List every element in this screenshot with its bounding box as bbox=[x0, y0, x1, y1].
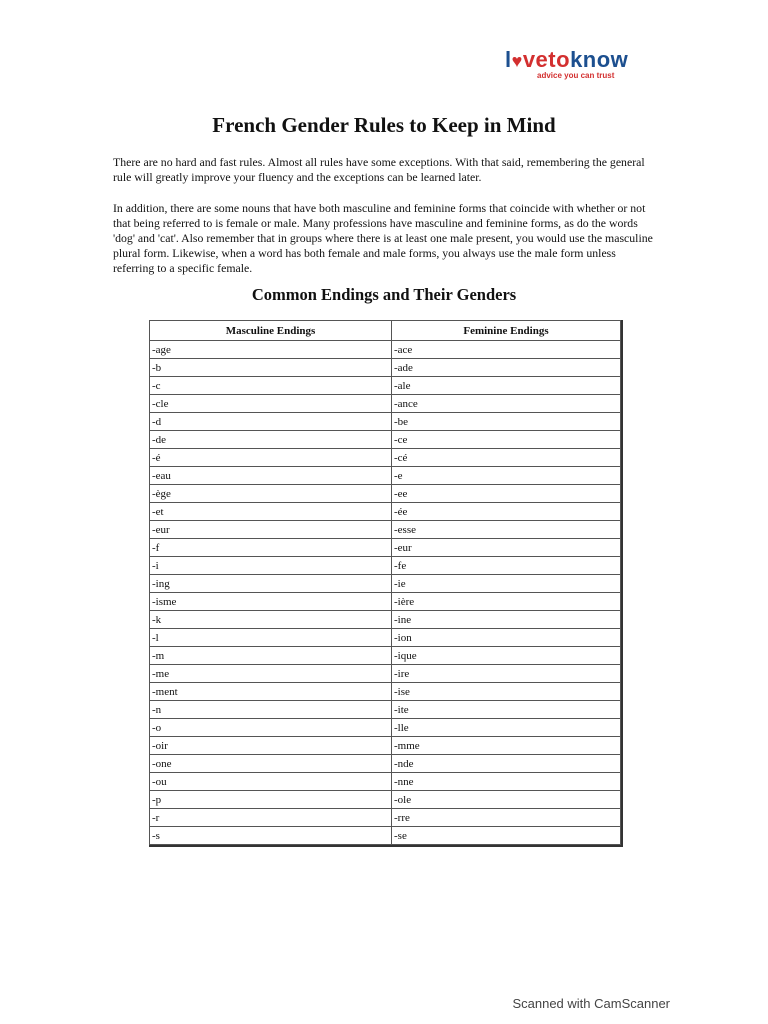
table-row bbox=[150, 413, 621, 431]
feminine-ending-cell: -ance bbox=[392, 395, 621, 413]
logo-letters-vet: vet bbox=[522, 47, 557, 72]
table-row bbox=[150, 575, 621, 593]
feminine-ending-cell: -ise bbox=[392, 683, 621, 701]
feminine-ending-cell: -nne bbox=[392, 773, 621, 791]
feminine-ending-cell: -ique bbox=[392, 647, 621, 665]
table-row bbox=[150, 341, 621, 359]
feminine-ending-cell: -ee bbox=[392, 485, 621, 503]
scanner-watermark: Scanned with CamScanner bbox=[512, 996, 670, 1011]
logo-letter-l: l bbox=[505, 47, 512, 72]
feminine-ending-cell: -ole bbox=[392, 791, 621, 809]
feminine-ending-cell: -eur bbox=[392, 539, 621, 557]
endings-table-body bbox=[150, 341, 621, 845]
masculine-ending-cell: -r bbox=[150, 809, 392, 827]
table-row bbox=[150, 647, 621, 665]
page-title: French Gender Rules to Keep in Mind bbox=[212, 113, 556, 137]
table-row bbox=[150, 557, 621, 575]
masculine-ending-cell: -et bbox=[150, 503, 392, 521]
masculine-ending-cell: -k bbox=[150, 611, 392, 629]
feminine-ending-cell: -ce bbox=[392, 431, 621, 449]
masculine-ending-cell: -c bbox=[150, 377, 392, 395]
masculine-ending-cell: -de bbox=[150, 431, 392, 449]
masculine-ending-cell: -b bbox=[150, 359, 392, 377]
table-row bbox=[150, 377, 621, 395]
masculine-ending-cell: -m bbox=[150, 647, 392, 665]
masculine-ending-cell: -isme bbox=[150, 593, 392, 611]
table-row bbox=[150, 485, 621, 503]
masculine-ending-cell: -p bbox=[150, 791, 392, 809]
logo-letters-know: know bbox=[570, 47, 629, 72]
feminine-ending-cell: -fe bbox=[392, 557, 621, 575]
masculine-ending-cell: -o bbox=[150, 719, 392, 737]
feminine-ending-cell: -rre bbox=[392, 809, 621, 827]
masculine-ending-cell: -d bbox=[150, 413, 392, 431]
masculine-ending-cell: -ing bbox=[150, 575, 392, 593]
feminine-header: Feminine Endings bbox=[392, 321, 621, 341]
table-row bbox=[150, 449, 621, 467]
table-row bbox=[150, 773, 621, 791]
masculine-ending-cell: -ège bbox=[150, 485, 392, 503]
table-row bbox=[150, 503, 621, 521]
table-row bbox=[150, 539, 621, 557]
table-row bbox=[150, 755, 621, 773]
table-row bbox=[150, 665, 621, 683]
table-row bbox=[150, 809, 621, 827]
masculine-ending-cell: -s bbox=[150, 827, 392, 845]
masculine-ending-cell: -me bbox=[150, 665, 392, 683]
feminine-ending-cell: -be bbox=[392, 413, 621, 431]
feminine-ending-cell: -ine bbox=[392, 611, 621, 629]
masculine-ending-cell: -cle bbox=[150, 395, 392, 413]
table-row bbox=[150, 359, 621, 377]
table-row bbox=[150, 521, 621, 539]
feminine-ending-cell: -ite bbox=[392, 701, 621, 719]
masculine-ending-cell: -l bbox=[150, 629, 392, 647]
masculine-ending-cell: -i bbox=[150, 557, 392, 575]
table-row bbox=[150, 611, 621, 629]
masculine-ending-cell: -eur bbox=[150, 521, 392, 539]
table-row bbox=[150, 719, 621, 737]
masculine-ending-cell: -ment bbox=[150, 683, 392, 701]
feminine-ending-cell: -mme bbox=[392, 737, 621, 755]
feminine-ending-cell: -lle bbox=[392, 719, 621, 737]
table-header-row bbox=[150, 321, 621, 341]
feminine-ending-cell: -ion bbox=[392, 629, 621, 647]
feminine-ending-cell: -esse bbox=[392, 521, 621, 539]
masculine-ending-cell: -f bbox=[150, 539, 392, 557]
feminine-ending-cell: -ace bbox=[392, 341, 621, 359]
table-row bbox=[150, 395, 621, 413]
masculine-header: Masculine Endings bbox=[150, 321, 392, 341]
feminine-ending-cell: -ière bbox=[392, 593, 621, 611]
masculine-ending-cell: -age bbox=[150, 341, 392, 359]
endings-table-container bbox=[149, 320, 623, 847]
table-row bbox=[150, 701, 621, 719]
table-row bbox=[150, 683, 621, 701]
masculine-ending-cell: -one bbox=[150, 755, 392, 773]
table-row bbox=[150, 593, 621, 611]
feminine-ending-cell: -se bbox=[392, 827, 621, 845]
masculine-ending-cell: -n bbox=[150, 701, 392, 719]
section-title: Common Endings and Their Genders bbox=[251, 285, 517, 304]
intro-paragraph: There are no hard and fast rules. Almost all rules have some exceptions. With that said, remembering the general rule will greatly improve your fluency and the exceptions can be learned later. bbox=[113, 155, 645, 184]
table-row bbox=[150, 629, 621, 647]
table-row bbox=[150, 431, 621, 449]
feminine-ending-cell: -ire bbox=[392, 665, 621, 683]
table-row bbox=[150, 791, 621, 809]
feminine-ending-cell: -ée bbox=[392, 503, 621, 521]
logo-letter-o: o bbox=[556, 47, 571, 72]
table-row bbox=[150, 737, 621, 755]
feminine-ending-cell: -nde bbox=[392, 755, 621, 773]
feminine-ending-cell: -ie bbox=[392, 575, 621, 593]
masculine-ending-cell: -ou bbox=[150, 773, 392, 791]
endings-table bbox=[149, 320, 621, 845]
logo-tagline: advice you can trust bbox=[537, 71, 615, 80]
logo-wordmark bbox=[505, 48, 665, 73]
table-row bbox=[150, 467, 621, 485]
feminine-ending-cell: -ale bbox=[392, 377, 621, 395]
lovetoknow-logo bbox=[505, 48, 665, 80]
heart-icon: ♥ bbox=[511, 51, 523, 71]
masculine-ending-cell: -oir bbox=[150, 737, 392, 755]
masculine-ending-cell: -é bbox=[150, 449, 392, 467]
details-paragraph: In addition, there are some nouns that have both masculine and feminine forms that coincide with whether or not that being referred to is female or male. Many professions have masculine and feminine forms, as do the words 'dog' and 'cat'. Also remember that in groups where there is at least one male present, you would use the masculine plural form. Likewise, when a word has both female and male forms, you always use the male form unless referring to a specific female. bbox=[113, 201, 653, 275]
table-row bbox=[150, 827, 621, 845]
feminine-ending-cell: -e bbox=[392, 467, 621, 485]
masculine-ending-cell: -eau bbox=[150, 467, 392, 485]
feminine-ending-cell: -cé bbox=[392, 449, 621, 467]
feminine-ending-cell: -ade bbox=[392, 359, 621, 377]
